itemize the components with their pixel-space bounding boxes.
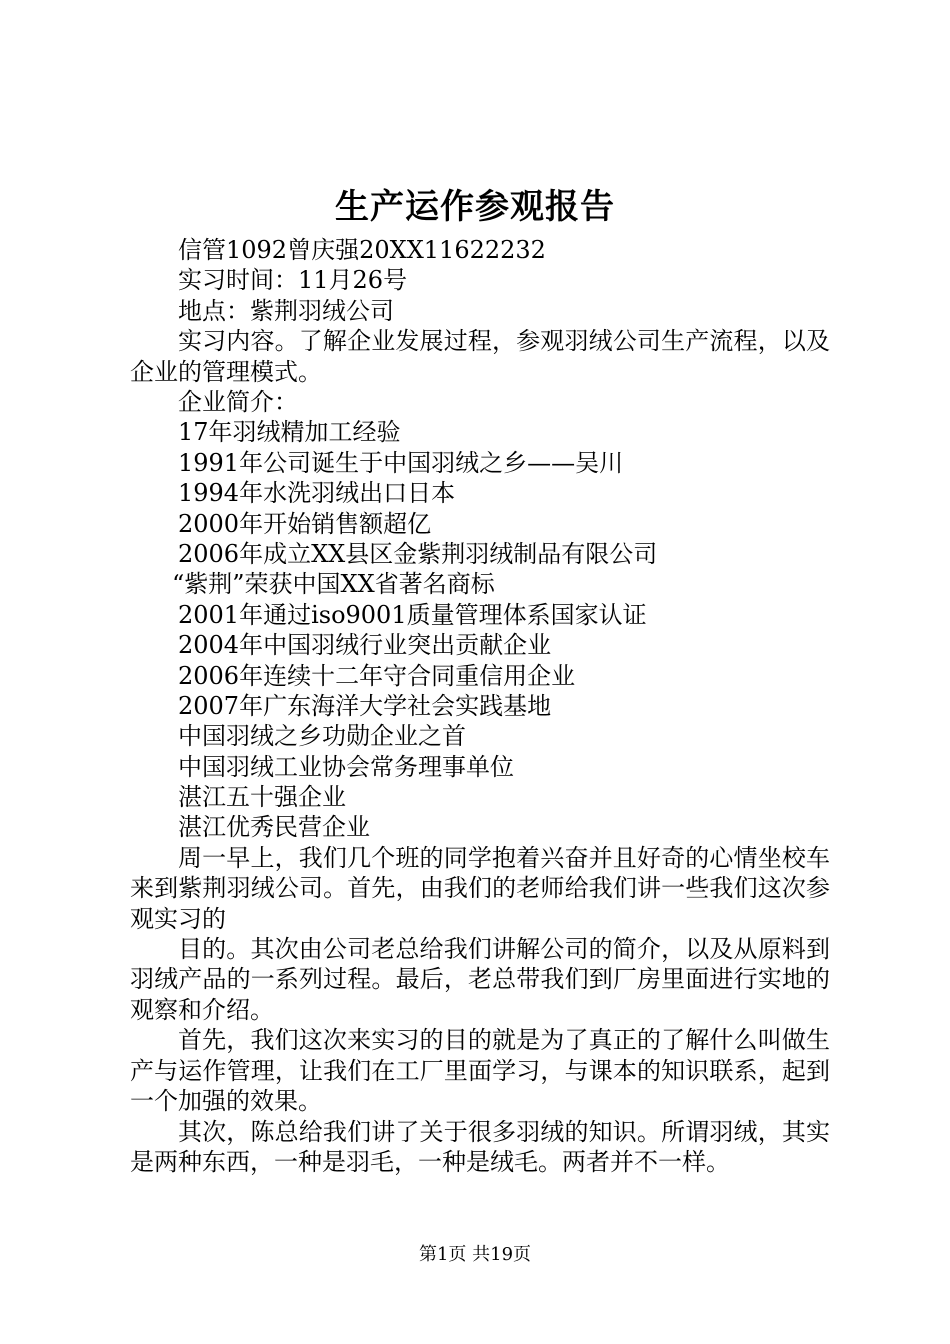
intro-item: 17年羽绒精加工经验 (178, 418, 401, 447)
document-title: 生产运作参观报告 (335, 187, 615, 227)
intro-item: 中国羽绒之乡功勋企业之首 (178, 722, 466, 751)
time-line: 实习时间：11月26号 (178, 266, 408, 295)
intro-item: 2001年通过iso9001质量管理体系国家认证 (178, 600, 647, 629)
intro-item: 2004年中国羽绒行业突出贡献企业 (178, 631, 552, 660)
content-paragraph: 实习内容。了解企业发展过程，参观羽绒公司生产流程，以及企业的管理模式。 (130, 327, 830, 386)
document-body (130, 235, 830, 1177)
intro-item: 2006年成立XX县区金紫荆羽绒制品有限公司 (178, 539, 658, 568)
page-footer: 第1页 共19页 (418, 1244, 532, 1265)
intro-item: 1994年水洗羽绒出口日本 (178, 479, 456, 508)
paragraph-4: 其次，陈总给我们讲了关于很多羽绒的知识。所谓羽绒，其实是两种东西，一种是羽毛，一种是绒毛。两者并不一样。 (130, 1117, 830, 1176)
intro-item: 2000年开始销售额超亿 (178, 509, 432, 538)
intro-item: 1991年公司诞生于中国羽绒之乡——吴川 (178, 448, 624, 477)
intro-item: 湛江优秀民营企业 (178, 813, 370, 842)
intro-item: 湛江五十强企业 (178, 783, 346, 812)
paragraph-1: 周一早上，我们几个班的同学抱着兴奋并且好奇的心情坐校车来到紫荆羽绒公司。首先，由我们的老师给我们讲一些我们这次参观实习的 (130, 843, 830, 933)
intro-item: 2007年广东海洋大学社会实践基地 (178, 691, 552, 720)
paragraph-2: 目的。其次由公司老总给我们讲解公司的简介，以及从原料到羽绒产品的一系列过程。最后，老总带我们到厂房里面进行实地的观察和介绍。 (130, 935, 830, 1024)
intro-item: 2006年连续十二年守合同重信用企业 (178, 661, 576, 690)
place-line: 地点：紫荆羽绒公司 (178, 296, 394, 325)
intro-label: 企业简介： (178, 387, 298, 416)
intro-item: “紫荆”荣获中国XX省著名商标 (172, 570, 495, 599)
paragraph-3: 首先，我们这次来实习的目的就是为了真正的了解什么叫做生产与运作管理，让我们在工厂里面学习，与课本的知识联系，起到一个加强的效果。 (130, 1026, 830, 1116)
intro-item: 中国羽绒工业协会常务理事单位 (178, 752, 514, 781)
author-line: 信管1092曾庆强20XX11622232 (178, 236, 546, 264)
